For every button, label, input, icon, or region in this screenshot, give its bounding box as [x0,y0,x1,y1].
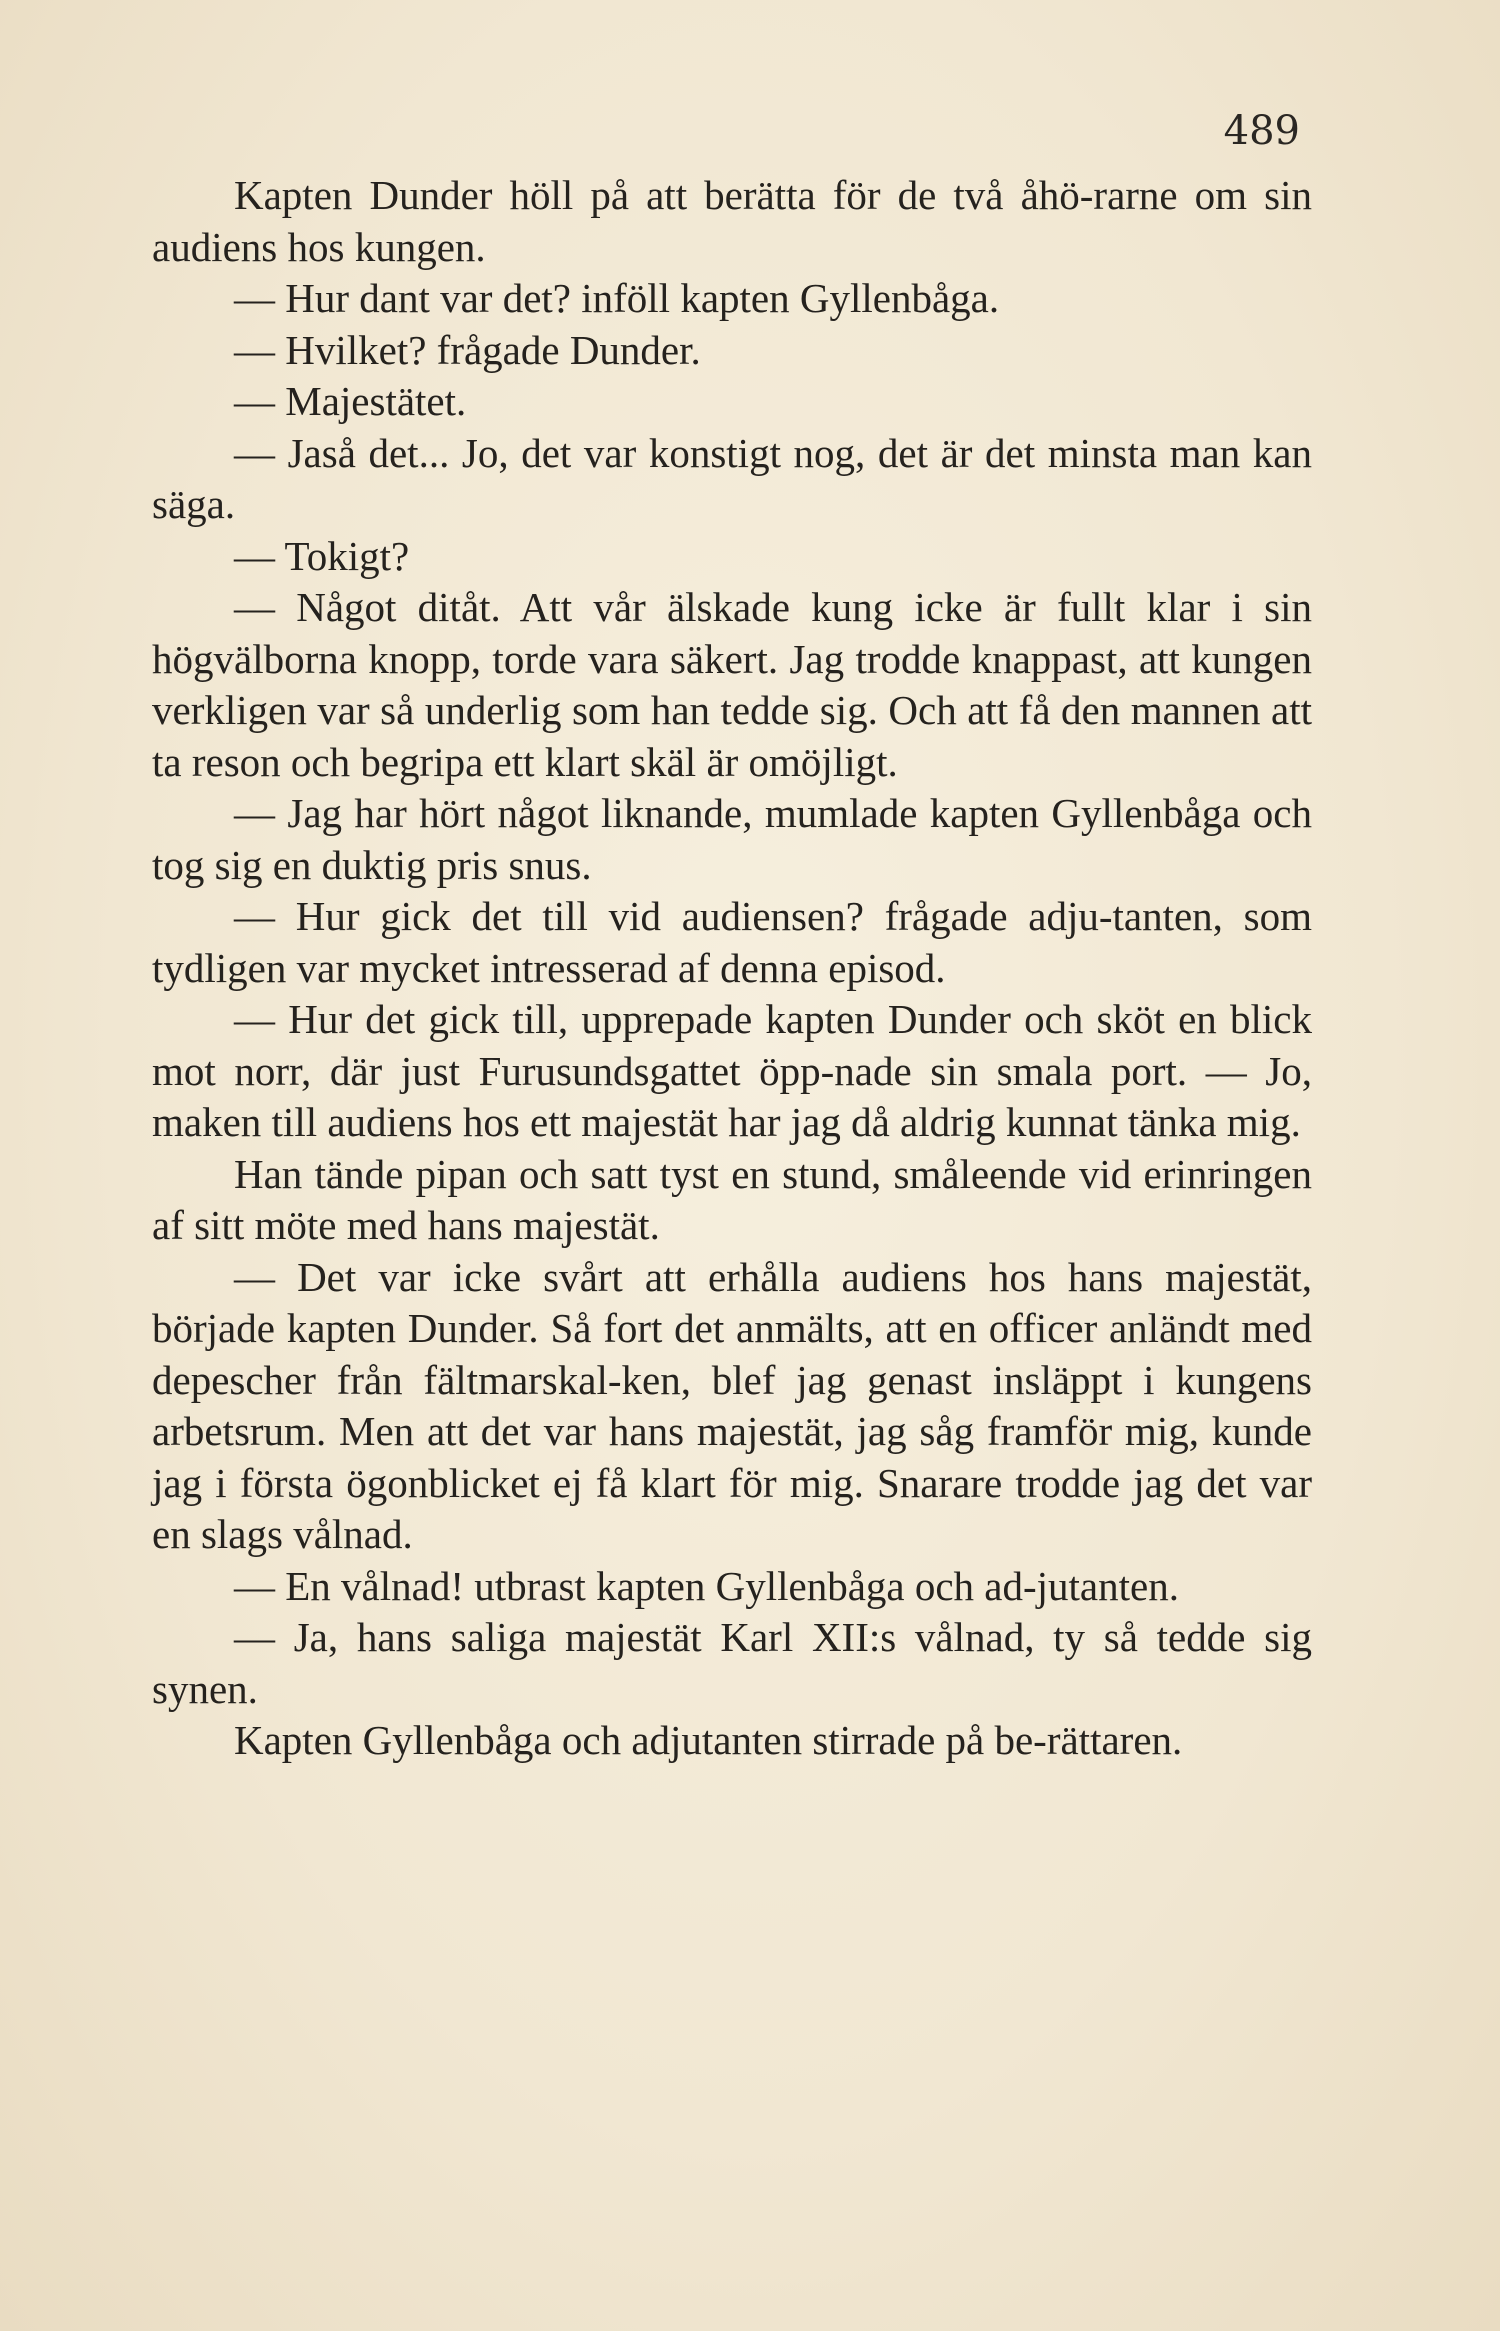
body-text [152,170,1312,1767]
paragraph-8: — Jag har hört något liknande, mumlade kapten Gyllenbåga och tog sig en duktig pris snus. [152,790,1312,888]
paragraph-5: — Jaså det... Jo, det var konstigt nog, det är det minsta man kan säga. [152,429,1312,527]
paragraph-3: — Hvilket? frågade Dunder. [234,326,701,373]
paragraph-6: — Tokigt? [234,532,410,579]
paragraph-4: — Majestätet. [234,378,467,424]
paragraph-13: — En vålnad! utbrast kapten Gyllenbåga och ad-jutanten. [234,1562,1179,1609]
paragraph-15: Kapten Gyllenbåga och adjutanten stirrade på be-rättaren. [234,1717,1183,1763]
paragraph-7: — Något ditåt. Att vår älskade kung icke är fullt klar i sin högvälborna knopp, torde vara säkert. Jag trodde knappast, att kungen verkligen var så underlig som han tedde sig. Och att få den mannen att ta reson och begripa ett klart skäl är omöjligt. [152,584,1312,785]
paragraph-12: — Det var icke svårt att erhålla audiens hos hans majestät, började kapten Dunder. Så fort det anmälts, att en officer anländt med depescher från fältmarskal-ken, blef jag genast insläppt i kungens arbetsrum. Men att det var hans majestät, jag såg framför mig, kunde jag i första ögonblicket ej få klart för mig. Snarare trodde jag det var en slags vålnad. [152,1253,1312,1557]
page-number: 489 [1223,108,1300,154]
paragraph-10: — Hur det gick till, upprepade kapten Dunder och sköt en blick mot norr, där just Furusundsgattet öpp-nade sin smala port. — Jo, maken till audiens hos ett majestät har jag då aldrig kunnat tänka mig. [152,996,1312,1145]
paragraph-14: — Ja, hans saliga majestät Karl XII:s vålnad, ty så tedde sig synen. [152,1614,1312,1712]
paragraph-2: — Hur dant var det? inföll kapten Gyllenbåga. [234,275,1000,321]
paragraph-9: — Hur gick det till vid audiensen? frågade adju-tanten, som tydligen var mycket intresserad af denna episod. [152,893,1312,991]
paragraph-1: Kapten Dunder höll på att berätta för de två åhö-rarne om sin audiens hos kungen. [152,172,1312,270]
paragraph-11: Han tände pipan och satt tyst en stund, småleende vid erinringen af sitt möte med hans majestät. [152,1150,1312,1248]
